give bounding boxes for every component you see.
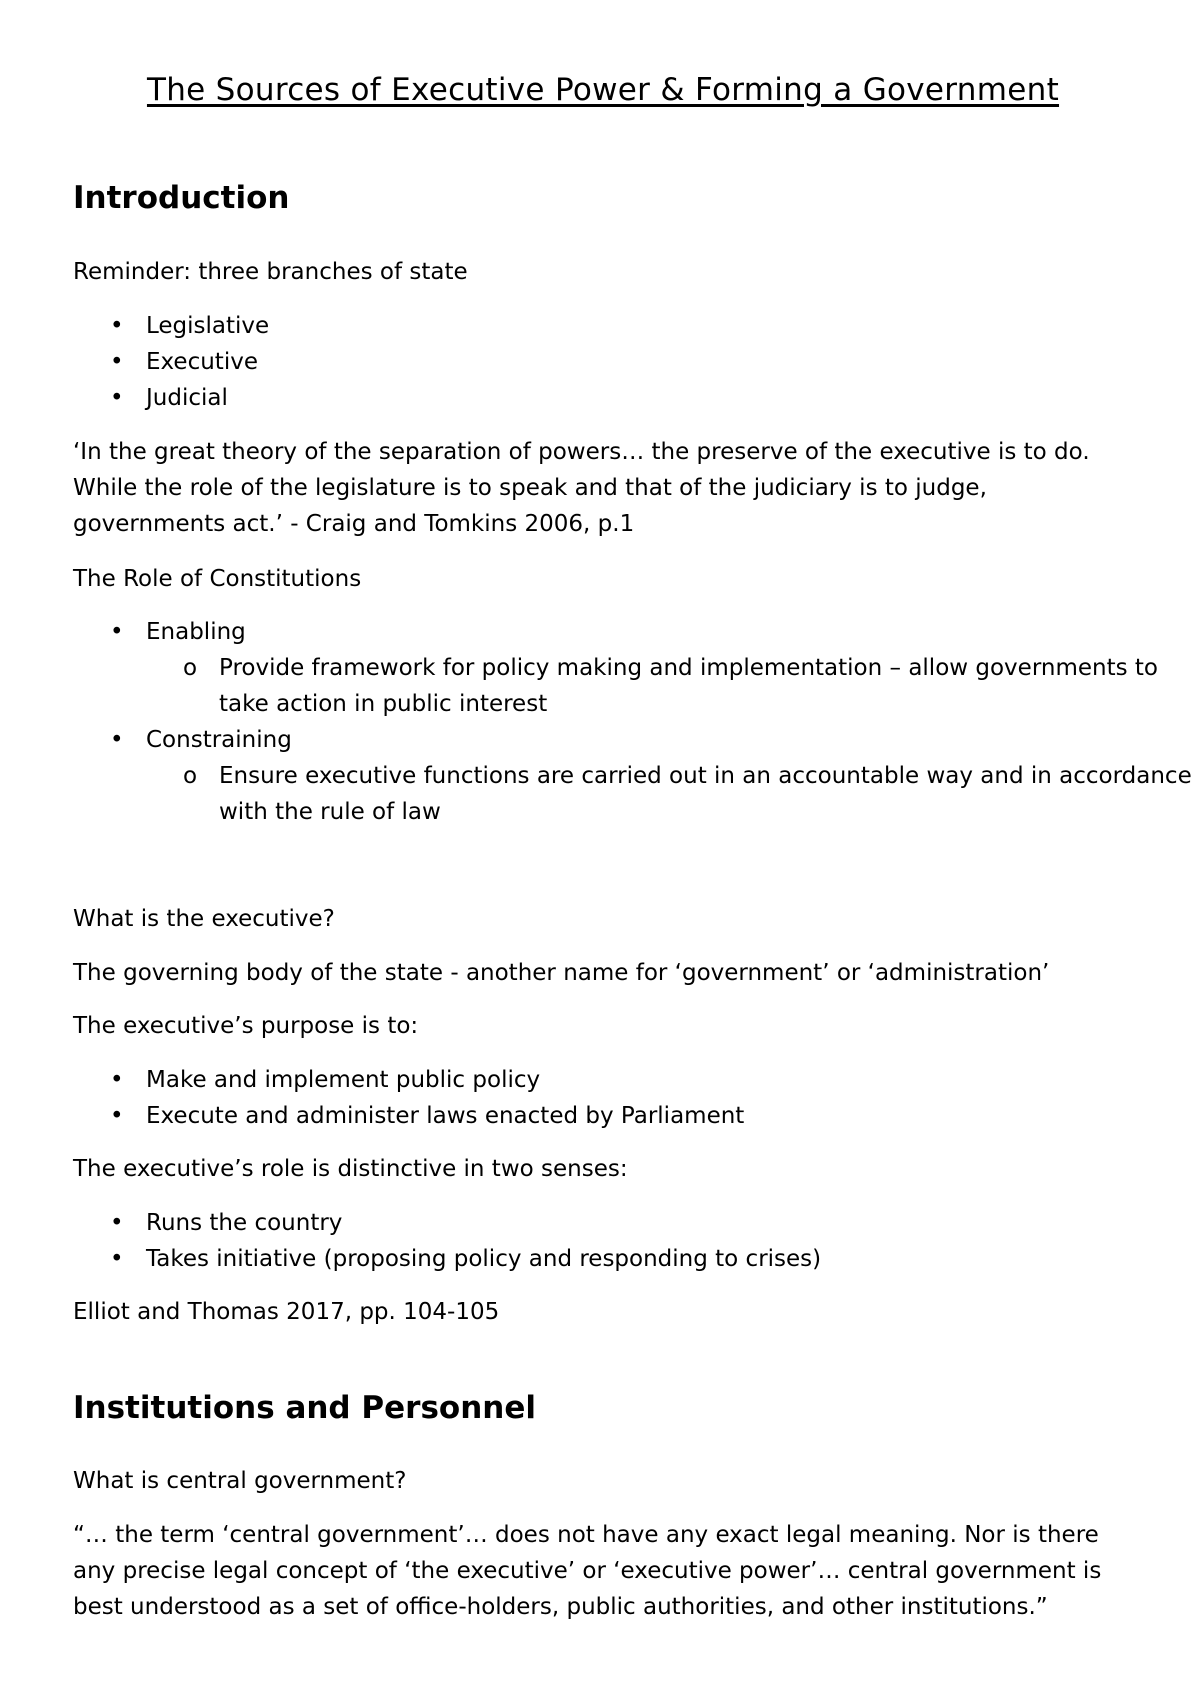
citation: Elliot and Thomas 2017, pp. 104-105 [73,1299,500,1325]
heading-introduction: Introduction [73,180,290,216]
bullet-icon: • [110,1210,124,1236]
reminder-text: Reminder: three branches of state [73,259,468,285]
role-intro: The executive’s role is distinctive in two senses: [73,1156,628,1182]
central-government-question: What is central government? [73,1468,407,1494]
list-item: • Enabling [73,614,1199,650]
list-item: • Executive [73,344,269,380]
list-item: • Runs the country [73,1205,821,1241]
branches-list [73,308,269,416]
role-list [73,1205,821,1277]
separation-quote: ‘In the great theory of the separation of powers… the preserve of the executive is to do. While the role of the legislature is to speak and that of the judiciary is to judge, governments act.’ - Craig and Tomkins 2006, p.1 [73,439,1090,537]
list-item: • Constraining [73,722,1199,758]
constitutions-list [73,614,1199,830]
purpose-list [73,1062,744,1134]
document-title: The Sources of Executive Power & Forming a Government [146,72,1060,108]
sub-bullet-icon: o [183,655,198,681]
central-government-quote: “… the term ‘central government’… does not have any exact legal meaning. Nor is there any precise legal concept of ‘the executive’ or ‘executive power’… central government is best understood as a set of office-holders, public authorities, and other institutions.” [73,1522,1102,1620]
sub-list-item: o Ensure executive functions are carried out in an accountable way and in accordance with the rule of law [73,758,1199,830]
list-item: • Make and implement public policy [73,1062,744,1098]
list-item: • Judicial [73,380,269,416]
bullet-icon: • [110,1067,124,1093]
bullet-icon: • [110,385,124,411]
bullet-icon: • [110,619,124,645]
what-is-executive-question: What is the executive? [73,906,335,932]
bullet-icon: • [110,1246,124,1272]
bullet-icon: • [110,1103,124,1129]
list-item: • Execute and administer laws enacted by Parliament [73,1098,744,1134]
sub-bullet-icon: o [183,763,198,789]
sub-list-item: o Provide framework for policy making and implementation – allow governments to take action in public interest [73,650,1199,722]
heading-institutions-and-personnel: Institutions and Personnel [73,1390,536,1426]
role-of-constitutions-heading: The Role of Constitutions [73,566,362,592]
purpose-intro: The executive’s purpose is to: [73,1013,419,1039]
bullet-icon: • [110,349,124,375]
list-item: • Legislative [73,308,269,344]
executive-definition: The governing body of the state - another name for ‘government’ or ‘administration’ [73,960,1050,986]
bullet-icon: • [110,727,124,753]
list-item: • Takes initiative (proposing policy and responding to crises) [73,1241,821,1277]
bullet-icon: • [110,313,124,339]
